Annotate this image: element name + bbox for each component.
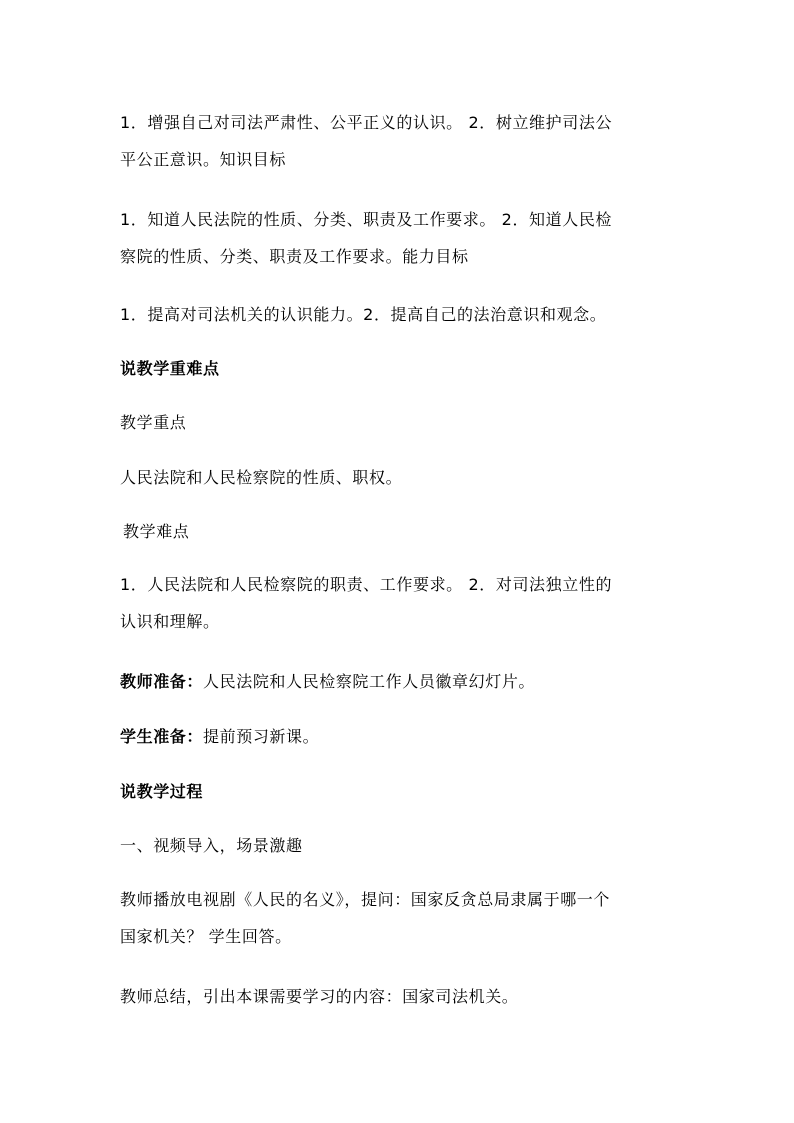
process-video-paragraph xyxy=(120,881,680,955)
process-step-one-heading xyxy=(120,827,680,864)
objective-knowledge-paragraph xyxy=(120,201,680,275)
text-line: 国家机关？ 学生回答。 xyxy=(120,927,292,946)
text-line: 教学难点 xyxy=(123,522,190,541)
teacher-preparation-text: 人民法院和人民检察院工作人员徽章幻灯片。 xyxy=(203,672,536,691)
text-line: 教学重点 xyxy=(120,413,187,432)
key-point-paragraph xyxy=(120,459,680,496)
student-preparation-text: 提前预习新课。 xyxy=(203,727,320,746)
text-line: 1．提高对司法机关的认识能力。2．提高自己的法治意识和观念。 xyxy=(120,305,607,324)
text-line: 认识和理解。 xyxy=(120,612,220,631)
objective-ability-paragraph xyxy=(120,296,680,333)
text-line: 1．人民法院和人民检察院的职责、工作要求。 2．对司法独立性的 xyxy=(120,575,613,594)
teacher-preparation-label: 教师准备： xyxy=(120,672,204,691)
text-line: 一、视频导入，场景激趣 xyxy=(120,836,303,855)
teacher-preparation-paragraph xyxy=(120,663,680,700)
objective-emotion-paragraph xyxy=(120,104,680,178)
text-line: 察院的性质、分类、职责及工作要求。能力目标 xyxy=(120,247,469,266)
heading-text: 说教学过程 xyxy=(120,782,204,801)
text-line: 教师播放电视剧《人民的名义》，提问：国家反贪总局隶属于哪一个 xyxy=(120,890,611,909)
subheading-difficulty xyxy=(123,513,683,550)
student-preparation-paragraph xyxy=(120,718,680,755)
student-preparation-label: 学生准备： xyxy=(120,727,204,746)
text-line: 平公正意识。知识目标 xyxy=(120,150,287,169)
text-line: 1．增强自己对司法严肃性、公平正义的认识。 2．树立维护司法公 xyxy=(120,113,613,132)
heading-text: 说教学重难点 xyxy=(120,359,220,378)
section-heading-process xyxy=(120,773,680,810)
text-line: 人民法院和人民检察院的性质、职权。 xyxy=(120,468,403,487)
subheading-key-point xyxy=(120,404,680,441)
text-line: 教师总结，引出本课需要学习的内容：国家司法机关。 xyxy=(120,987,519,1006)
text-line: 1．知道人民法院的性质、分类、职责及工作要求。 2．知道人民检 xyxy=(120,210,613,229)
difficulty-paragraph xyxy=(120,566,680,640)
section-heading-key-points xyxy=(120,350,680,387)
process-summary-paragraph xyxy=(120,978,680,1015)
